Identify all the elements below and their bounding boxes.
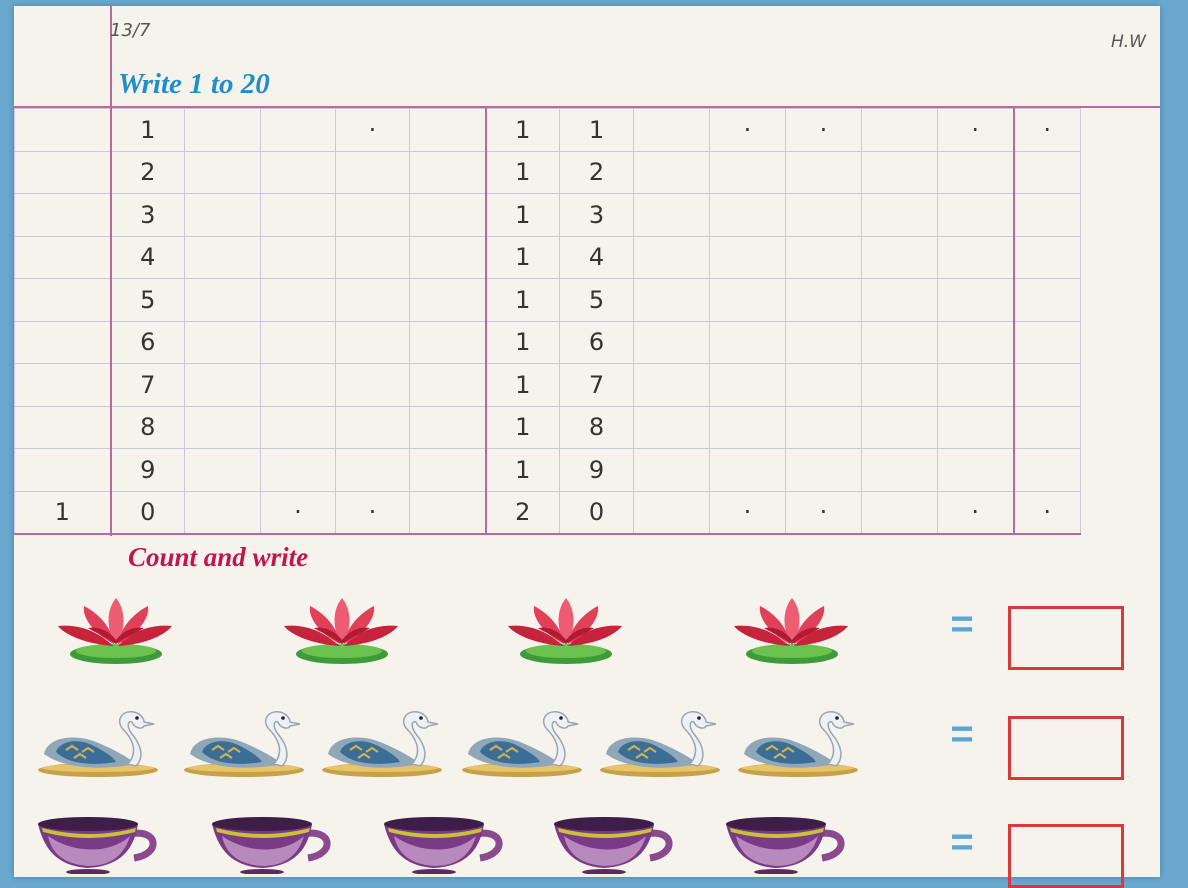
grid-cell [710,449,786,492]
grid-cell [336,279,410,322]
grid-cell [710,236,786,279]
worksheet-page [14,6,1160,877]
grid-cell: 8 [560,406,634,449]
grid-cell [634,109,710,152]
grid-cell: · [938,491,1014,534]
grid-cell: · [261,491,336,534]
grid-cell [185,194,261,237]
grid-cell [634,151,710,194]
grid-cell [862,449,938,492]
swan-icon [460,706,590,778]
swan-icon [36,706,166,778]
grid-cell: 1 [486,151,560,194]
grid-cell [710,364,786,407]
grid-cell [336,151,410,194]
grid-cell [185,151,261,194]
grid-cell [786,279,862,322]
grid-row [15,364,1081,407]
grid-cell [336,406,410,449]
grid-cell [862,364,938,407]
grid-cell: 1 [486,406,560,449]
grid-cell [786,194,862,237]
grid-cell [410,151,486,194]
grid-cell [862,151,938,194]
grid-cell: 1 [560,109,634,152]
grid-cell [938,279,1014,322]
grid-row [15,109,1081,152]
grid-cell [410,279,486,322]
grid-cell [336,321,410,364]
equals-sign: = [950,712,974,756]
grid-cell: 6 [560,321,634,364]
lotus-icon [54,596,174,666]
grid-cell [938,449,1014,492]
grid-row [15,194,1081,237]
grid-cell [336,364,410,407]
grid-cell [786,364,862,407]
equals-sign: = [950,602,974,646]
grid-row [15,406,1081,449]
grid-cell: · [710,109,786,152]
equals-sign: = [950,820,974,864]
grid-cell [710,321,786,364]
grid-cell [336,236,410,279]
grid-cell [410,406,486,449]
grid-cell [15,364,111,407]
grid-cell [15,194,111,237]
lotus-icon [280,596,400,666]
grid-cell: · [938,109,1014,152]
grid-cell: · [710,491,786,534]
grid-cell [1014,364,1081,407]
grid-cell [634,491,710,534]
grid-cell: 5 [111,279,185,322]
grid-cell [261,151,336,194]
swan-icon [320,706,450,778]
grid-cell [410,321,486,364]
grid-cell: 2 [111,151,185,194]
grid-cell [938,151,1014,194]
grid-cell [862,491,938,534]
grid-cell [634,236,710,279]
grid-cell [261,321,336,364]
grid-cell [261,449,336,492]
grid-cell: 5 [560,279,634,322]
grid-cell: 6 [111,321,185,364]
swan-icon [182,706,312,778]
grid-row [15,491,1081,534]
handwritten-hw-note: H.W [1111,32,1146,52]
answer-box[interactable] [1008,716,1124,780]
grid-cell [634,406,710,449]
grid-cell [1014,406,1081,449]
swan-icon [598,706,728,778]
grid-cell [1014,449,1081,492]
grid-cell: · [786,491,862,534]
grid-cell [185,236,261,279]
grid-cell [634,321,710,364]
grid-cell [634,194,710,237]
grid-cell [410,449,486,492]
grid-cell [1014,279,1081,322]
grid-cell [1014,194,1081,237]
grid-row [15,151,1081,194]
grid-cell: · [786,109,862,152]
grid-cell [15,151,111,194]
grid-cell: 9 [111,449,185,492]
grid-cell: 1 [486,321,560,364]
grid-cell: 8 [111,406,185,449]
grid-cell: 3 [111,194,185,237]
grid-row [15,279,1081,322]
grid-cell [786,236,862,279]
grid-cell: · [336,491,410,534]
grid-cell: 4 [111,236,185,279]
grid-cell [786,406,862,449]
grid-cell [15,449,111,492]
grid-cell [786,321,862,364]
write-numbers-heading: Write 1 to 20 [118,68,270,100]
handwritten-date: 13/7 [110,20,151,41]
grid-cell [185,491,261,534]
lotus-icon [730,596,850,666]
grid-cell [261,406,336,449]
grid-cell [938,236,1014,279]
grid-cell [261,109,336,152]
grid-cell [786,449,862,492]
cup-icon [722,814,852,874]
cup-icon [550,814,680,874]
grid-row [15,449,1081,492]
grid-cell [710,194,786,237]
grid-cell [15,279,111,322]
grid-cell [410,109,486,152]
grid-cell [261,279,336,322]
grid-cell [336,449,410,492]
grid-cell: 1 [111,109,185,152]
grid-cell: 3 [560,194,634,237]
grid-cell [185,406,261,449]
swan-icon [736,706,866,778]
grid-cell [862,321,938,364]
cup-icon [380,814,510,874]
grid-cell [862,406,938,449]
grid-cell [938,194,1014,237]
grid-cell: 2 [486,491,560,534]
grid-cell [410,194,486,237]
grid-cell [862,279,938,322]
grid-cell: 7 [560,364,634,407]
grid-cell [862,109,938,152]
grid-cell [938,406,1014,449]
number-writing-grid [14,108,1081,535]
grid-cell [185,321,261,364]
grid-cell [938,321,1014,364]
grid-cell: 1 [486,194,560,237]
grid-cell [1014,321,1081,364]
grid-cell [1014,236,1081,279]
grid-cell [261,194,336,237]
grid-cell [261,236,336,279]
grid-cell: 0 [560,491,634,534]
grid-cell: 1 [15,491,111,534]
grid-cell [185,109,261,152]
grid-cell [15,236,111,279]
lotus-icon [504,596,624,666]
grid-cell [710,406,786,449]
grid-cell: 7 [111,364,185,407]
grid-cell: 4 [560,236,634,279]
grid-cell: 1 [486,109,560,152]
grid-cell: · [1014,491,1081,534]
grid-cell: · [336,109,410,152]
grid-cell: 1 [486,449,560,492]
grid-cell [336,194,410,237]
grid-cell [185,449,261,492]
grid-cell [261,364,336,407]
grid-cell [862,236,938,279]
grid-cell [410,491,486,534]
grid-cell [710,279,786,322]
cup-icon [34,814,164,874]
grid-cell [634,364,710,407]
grid-cell [634,279,710,322]
cup-icon [208,814,338,874]
grid-cell [862,194,938,237]
grid-cell: 2 [560,151,634,194]
grid-cell [1014,151,1081,194]
answer-box[interactable] [1008,824,1124,888]
grid-row [15,236,1081,279]
grid-cell: 1 [486,279,560,322]
grid-cell: 0 [111,491,185,534]
grid-cell [786,151,862,194]
answer-box[interactable] [1008,606,1124,670]
grid-cell [710,151,786,194]
grid-cell [15,406,111,449]
grid-cell [634,449,710,492]
grid-cell: 1 [486,236,560,279]
grid-row [15,321,1081,364]
grid-cell [15,109,111,152]
grid-cell: · [1014,109,1081,152]
grid-cell [410,364,486,407]
grid-cell: 1 [486,364,560,407]
grid-cell [15,321,111,364]
count-and-write-heading: Count and write [128,542,309,572]
grid-cell [185,364,261,407]
grid-cell [938,364,1014,407]
grid-cell [410,236,486,279]
grid-cell [185,279,261,322]
grid-cell: 9 [560,449,634,492]
